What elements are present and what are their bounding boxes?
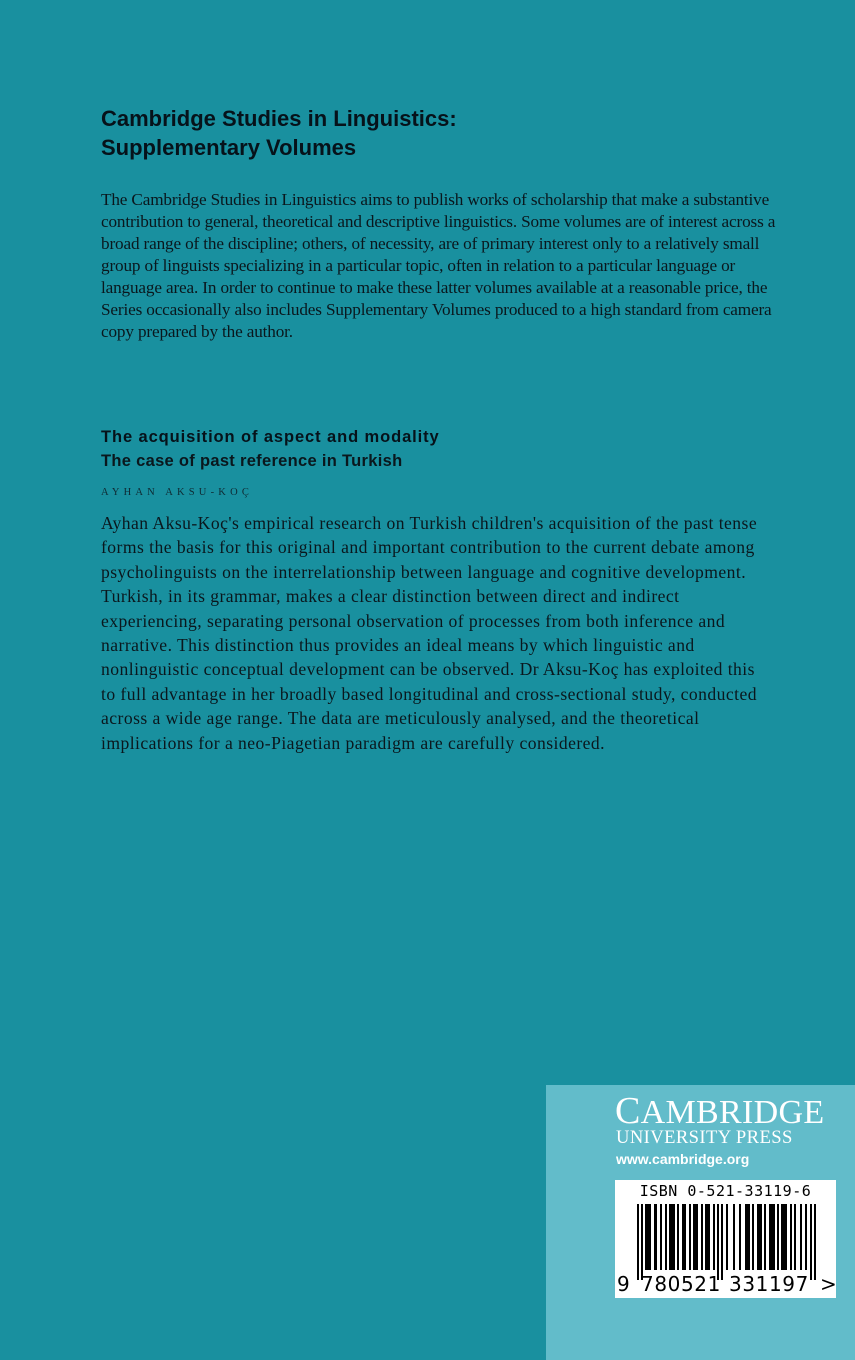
isbn-barcode <box>615 1180 836 1298</box>
publisher-name-rest: AMBRIDGE <box>640 1094 825 1131</box>
book-title: The acquisition of aspect and modality <box>101 428 440 446</box>
series-title-line-2: Supplementary Volumes <box>101 135 357 160</box>
ean-first-digit: 9 <box>617 1272 630 1296</box>
series-title-line-1: Cambridge Studies in Linguistics: <box>101 106 457 131</box>
barcode-bars-icon <box>627 1204 827 1280</box>
publisher-subname: UNIVERSITY PRESS <box>616 1127 793 1148</box>
publisher-panel <box>546 1085 855 1360</box>
book-description: Ayhan Aksu-Koç's empirical research on Turkish children's acquisition of the past tense forms the basis for this original and important contribution to the current debate among psycholinguists on the interrelationship between language and cognitive development. Turkish, in its grammar, makes a clear distinction between direct and indirect experiencing, separating personal observation of processes from both inference and narrative. This distinction thus provides an ideal means by which linguistic and nonlinguistic conceptual development can be observed. Dr Aksu-Koç has exploited this to full advantage in her broadly based longitudinal and cross-sectional study, conducted across a wide age range. The data are meticulously analysed, and the theoretical implications for a neo-Piagetian paradigm are carefully considered. <box>101 513 758 753</box>
series-description: The Cambridge Studies in Linguistics aims to publish works of scholarship that make a substantive contribution to general, theoretical and descriptive linguistics. Some volumes are of interest across a broad range of the discipline; others, of necessity, are of primary interest only to a relatively small group of linguists specializing in a particular topic, often in relation to a particular language or language area. In order to continue to make these latter volumes available at a reasonable price, the Series occasionally also includes Supplementary Volumes produced to a high standard from camera copy prepared by the author. <box>101 190 776 341</box>
ean-left-group: 780521 <box>641 1272 721 1296</box>
book-subtitle: The case of past reference in Turkish <box>101 452 403 470</box>
publisher-logo-name <box>615 1090 825 1132</box>
ean-quiet-zone-arrow-icon: > <box>820 1272 837 1296</box>
publisher-url: www.cambridge.org <box>616 1151 750 1167</box>
book-author: AYHAN AKSU-KOÇ <box>101 487 254 498</box>
publisher-name-initial: C <box>615 1090 641 1132</box>
isbn-label: ISBN 0-521-33119-6 <box>639 1182 812 1200</box>
ean-right-group: 331197 <box>729 1272 809 1296</box>
series-title <box>101 104 781 162</box>
